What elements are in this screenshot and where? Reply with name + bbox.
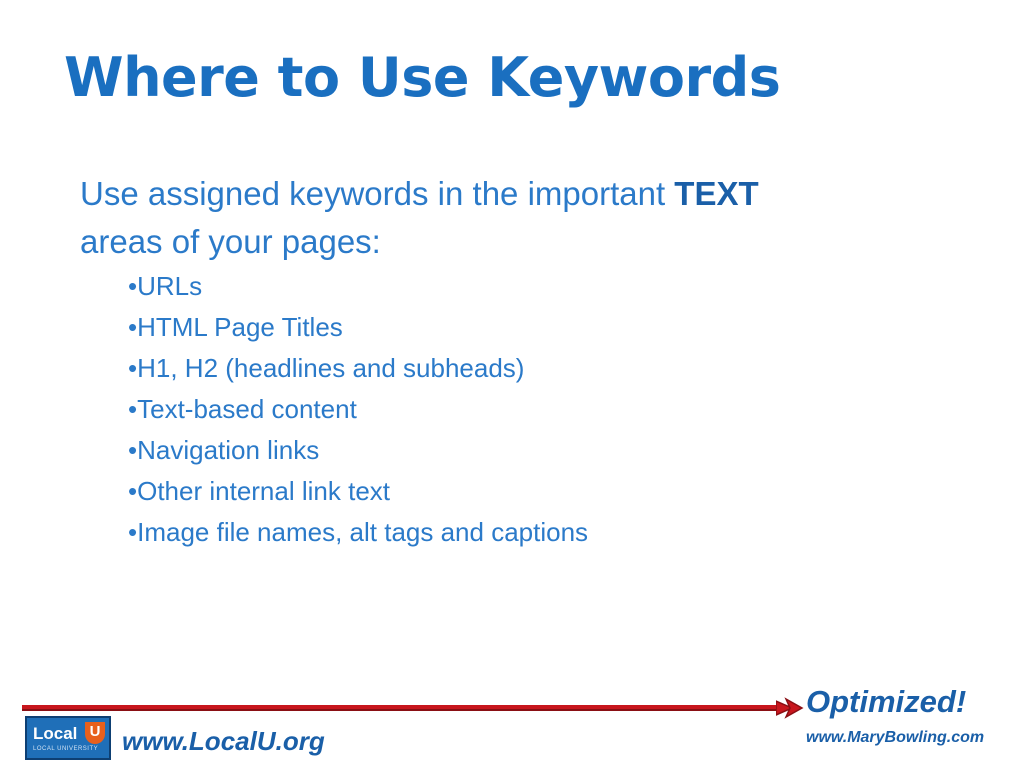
bullet-icon: • bbox=[128, 476, 138, 506]
intro-text bbox=[80, 170, 900, 266]
intro-text-end: areas of your pages: bbox=[80, 223, 381, 260]
site-url-link[interactable]: www.LocalU.org bbox=[122, 726, 325, 756]
list-item-text: H1, H2 (headlines and subheads) bbox=[137, 353, 525, 383]
list-item bbox=[128, 389, 588, 430]
list-item bbox=[128, 266, 588, 307]
author-url-link[interactable]: www.MaryBowling.com bbox=[806, 729, 985, 746]
list-item-text: Navigation links bbox=[137, 435, 320, 465]
intro-text-emphasis: TEXT bbox=[674, 175, 759, 212]
bullet-icon: • bbox=[128, 517, 138, 547]
list-item-text: HTML Page Titles bbox=[137, 312, 343, 342]
logo-wordmark: Local bbox=[33, 724, 78, 743]
bullet-icon: • bbox=[128, 435, 138, 465]
list-item-text: Text-based content bbox=[137, 394, 357, 424]
bullet-icon: • bbox=[128, 271, 138, 301]
bullet-icon: • bbox=[128, 394, 138, 424]
intro-text-start: Use assigned keywords in the important bbox=[80, 175, 675, 212]
list-item bbox=[128, 430, 588, 471]
localu-logo bbox=[25, 716, 111, 760]
bullet-icon: • bbox=[128, 353, 138, 383]
keyword-locations-list bbox=[128, 266, 588, 553]
footer-divider-line bbox=[22, 705, 782, 711]
bullet-icon: • bbox=[128, 312, 138, 342]
list-item-text: Image file names, alt tags and captions bbox=[137, 517, 589, 547]
logo-subtext: LOCAL UNIVERSITY bbox=[33, 746, 99, 752]
list-item bbox=[128, 307, 588, 348]
list-item bbox=[128, 348, 588, 389]
list-item bbox=[128, 471, 588, 512]
optimized-tagline: Optimized! bbox=[806, 684, 967, 719]
arrow-right-icon bbox=[776, 697, 804, 719]
slide-title: Where to Use Keywords bbox=[64, 46, 781, 109]
list-item bbox=[128, 512, 588, 553]
logo-badge-icon: U bbox=[85, 722, 105, 744]
list-item-text: URLs bbox=[137, 271, 203, 301]
list-item-text: Other internal link text bbox=[137, 476, 390, 506]
